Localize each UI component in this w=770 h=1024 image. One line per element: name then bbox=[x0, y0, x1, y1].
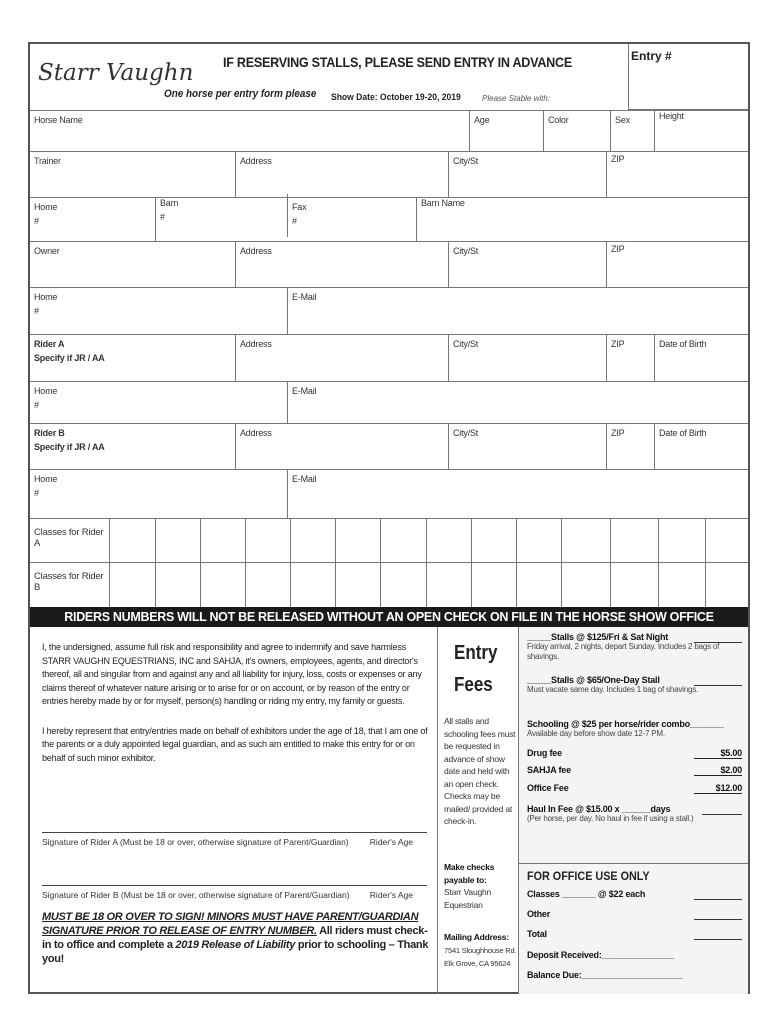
lower-section bbox=[30, 627, 748, 994]
class-cell[interactable] bbox=[561, 519, 562, 562]
entry-fees-heading: Entry Fees bbox=[454, 642, 498, 696]
barn-name-field[interactable]: Barn Name bbox=[421, 198, 465, 208]
rider-b-age-label: Rider's Age bbox=[369, 890, 413, 900]
show-date: Show Date: October 19-20, 2019 bbox=[331, 92, 461, 103]
tagline: One horse per entry form please bbox=[164, 88, 317, 100]
entry-number-box[interactable] bbox=[628, 44, 748, 110]
trainer-row bbox=[30, 152, 748, 198]
fees-panel bbox=[519, 627, 748, 994]
minor-notice: MUST BE 18 OR OVER TO SIGN! MINORS MUST HAVE PARENT/GUARDIAN SIGNATURE PRIOR TO RELEASE OF ENTRY NUMBER. All riders must check-in to office and complete a 2019 Release of Liability prior to schooling – Thank you! bbox=[42, 911, 429, 965]
fax-field[interactable]: Fax # bbox=[288, 198, 417, 241]
rider-a-row bbox=[30, 335, 748, 382]
rider-a-home-phone[interactable]: Home # bbox=[30, 382, 288, 423]
office-classes[interactable]: Classes _______ @ $22 each bbox=[527, 889, 742, 899]
rider-a-age-label: Rider's Age bbox=[369, 837, 413, 847]
contact-row bbox=[30, 198, 748, 242]
rider-b-field[interactable]: Rider B Specify if JR / AA bbox=[30, 424, 236, 469]
class-cell[interactable] bbox=[155, 519, 156, 562]
age-field[interactable]: Age bbox=[470, 111, 544, 151]
rider-a-contact-row bbox=[30, 382, 748, 424]
entry-fees-column bbox=[437, 627, 519, 994]
office-total[interactable]: Total bbox=[527, 929, 742, 939]
class-cell[interactable] bbox=[335, 563, 336, 607]
height-field[interactable]: Height bbox=[659, 111, 684, 121]
class-cell[interactable] bbox=[245, 519, 246, 562]
make-checks: Make checks payable to: Starr Vaughn Equestrian bbox=[444, 862, 495, 910]
class-cell[interactable] bbox=[658, 563, 659, 607]
trainer-home-phone[interactable]: Home # bbox=[30, 198, 156, 241]
rider-b-zip-field[interactable]: ZIP bbox=[607, 424, 655, 469]
fee-office: Office Fee $12.00 bbox=[527, 783, 742, 793]
fee-stalls-weekend[interactable]: _____Stalls @ $125/Fri & Sat Night Friday arrival, 2 nights, depart Sunday. Includes 2 bags of shavings. bbox=[527, 632, 742, 662]
rider-b-dob-field[interactable]: Date of Birth bbox=[659, 428, 707, 438]
classes-rider-a-label: Classes for Rider A bbox=[30, 519, 110, 562]
office-fee-amount: $12.00 bbox=[694, 783, 742, 794]
rider-b-row bbox=[30, 424, 748, 470]
class-cell[interactable] bbox=[426, 519, 427, 562]
trainer-field[interactable]: Trainer bbox=[30, 152, 236, 197]
class-cell[interactable] bbox=[705, 563, 706, 607]
class-cell[interactable] bbox=[200, 563, 201, 607]
owner-zip-field[interactable]: ZIP bbox=[611, 244, 625, 254]
trainer-address-field[interactable]: Address bbox=[236, 152, 449, 197]
trainer-city-field[interactable]: City/St bbox=[449, 152, 607, 197]
rider-a-address-field[interactable]: Address bbox=[236, 335, 449, 381]
horse-name-field[interactable]: Horse Name bbox=[30, 111, 470, 151]
class-cell[interactable] bbox=[335, 519, 336, 562]
stalls-note: All stalls and schooling fees must be requested in advance of show date and held with an open check. Checks may be mailed/ provided at check-in. bbox=[444, 716, 516, 826]
drug-fee-amount: $5.00 bbox=[694, 748, 742, 759]
trainer-zip-field[interactable]: ZIP bbox=[611, 154, 625, 164]
rider-a-zip-field[interactable]: ZIP bbox=[607, 335, 655, 381]
class-cell[interactable] bbox=[471, 519, 472, 562]
owner-home-phone[interactable]: Home # bbox=[30, 288, 288, 334]
class-cell[interactable] bbox=[380, 519, 381, 562]
classes-rider-a-row bbox=[30, 519, 748, 563]
owner-address-field[interactable]: Address bbox=[236, 242, 449, 287]
class-cell[interactable] bbox=[380, 563, 381, 607]
entry-number-label: Entry # bbox=[631, 49, 672, 63]
sex-field[interactable]: Sex bbox=[611, 111, 655, 151]
office-deposit[interactable]: Deposit Received:_______________ bbox=[527, 950, 674, 960]
release-text bbox=[42, 641, 430, 777]
owner-field[interactable]: Owner bbox=[30, 242, 236, 287]
rider-b-city-field[interactable]: City/St bbox=[449, 424, 607, 469]
rider-b-address-field[interactable]: Address bbox=[236, 424, 449, 469]
riders-numbers-banner: RIDERS NUMBERS WILL NOT BE RELEASED WITHOUT AN OPEN CHECK ON FILE IN THE HORSE SHOW OFFICE bbox=[30, 607, 748, 627]
color-field[interactable]: Color bbox=[544, 111, 611, 151]
owner-row bbox=[30, 242, 748, 288]
rider-b-contact-row bbox=[30, 470, 748, 519]
owner-contact-row bbox=[30, 288, 748, 335]
class-cell[interactable] bbox=[705, 519, 706, 562]
entry-form bbox=[28, 42, 750, 994]
office-other[interactable]: Other bbox=[527, 909, 742, 919]
office-balance[interactable]: Balance Due:_____________________ bbox=[527, 970, 683, 980]
classes-rider-b-row bbox=[30, 563, 748, 607]
rider-a-email-field[interactable]: E-Mail bbox=[292, 386, 317, 396]
class-cell[interactable] bbox=[610, 519, 611, 562]
office-use-heading: FOR OFFICE USE ONLY bbox=[527, 869, 650, 883]
starr-vaughn-logo: Starr Vaughn bbox=[38, 60, 194, 86]
class-cell[interactable] bbox=[516, 519, 517, 562]
classes-rider-b-label: Classes for Rider B bbox=[30, 563, 110, 607]
sahja-fee-amount: $2.00 bbox=[694, 765, 742, 776]
fee-sahja: SAHJA fee $2.00 bbox=[527, 765, 742, 775]
signature-rider-b[interactable]: Signature of Rider B (Must be 18 or over, otherwise signature of Parent/Guardian) Rider's Age bbox=[42, 885, 427, 900]
rider-a-city-field[interactable]: City/St bbox=[449, 335, 607, 381]
signature-rider-a[interactable]: Signature of Rider A (Must be 18 or over, otherwise signature of Parent/Guardian) Rider's Age bbox=[42, 832, 427, 847]
mailing-address: Mailing Address: 7541 Sloughhouse Rd. Elk Grove, CA 95624 bbox=[444, 932, 517, 968]
rider-a-field[interactable]: Rider A Specify if JR / AA bbox=[30, 335, 236, 381]
class-cell[interactable] bbox=[516, 563, 517, 607]
fee-stalls-oneday[interactable]: _____Stalls @ $65/One-Day Stall Must vacate same day. Includes 1 bag of shavings. bbox=[527, 675, 742, 695]
rider-b-home-phone[interactable]: Home # bbox=[30, 470, 288, 518]
barn-phone[interactable]: Barn # bbox=[156, 194, 288, 237]
class-cell[interactable] bbox=[290, 519, 291, 562]
rider-b-email-field[interactable]: E-Mail bbox=[292, 474, 317, 484]
class-cell[interactable] bbox=[561, 563, 562, 607]
release-paragraph-2: I hereby represent that entry/entries made on behalf of exhibitors under the age of 18, that I am one of the parents or a duly appointed legal guardian, and as such am entitled to make this entry for or on behalf of such minor exhibitor. bbox=[42, 725, 428, 763]
class-cell[interactable] bbox=[426, 563, 427, 607]
rider-a-dob-field[interactable]: Date of Birth bbox=[659, 339, 707, 349]
stable-with-prompt[interactable]: Please Stable with: bbox=[482, 94, 551, 103]
fee-drug: Drug fee $5.00 bbox=[527, 748, 742, 758]
class-cell[interactable] bbox=[471, 563, 472, 607]
owner-email-field[interactable]: E-Mail bbox=[292, 292, 317, 302]
class-cell[interactable] bbox=[610, 563, 611, 607]
class-cell[interactable] bbox=[200, 519, 201, 562]
class-cell[interactable] bbox=[155, 563, 156, 607]
fee-schooling[interactable]: Schooling @ $25 per horse/rider combo_______ Available day before show date 12-7 PM. bbox=[527, 719, 724, 738]
class-cell[interactable] bbox=[658, 519, 659, 562]
owner-city-field[interactable]: City/St bbox=[449, 242, 607, 287]
form-title: IF RESERVING STALLS, PLEASE SEND ENTRY IN ADVANCE bbox=[223, 54, 572, 70]
class-cell[interactable] bbox=[290, 563, 291, 607]
class-cell[interactable] bbox=[245, 563, 246, 607]
horse-row bbox=[30, 110, 748, 152]
fee-haul-in[interactable]: Haul In Fee @ $15.00 x ______days (Per horse, per day. No haul in fee if using a stall.) bbox=[527, 804, 742, 824]
release-paragraph-1: I, the undersigned, assume full risk and responsibility and agree to indemnify and save harmless STARR VAUGHN EQUESTRIANS, INC and SAHJA, it's owners, employees, agents, and director's thereof, all and singular from and against any and all liability for injury, loss, costs or expenses or any claims thereof of whatever nature arising or to arise for or on account, or by reason of the entry or entries hereby made by or for myself, person(s) handling or riding my entry, my family or guests. bbox=[42, 642, 422, 706]
